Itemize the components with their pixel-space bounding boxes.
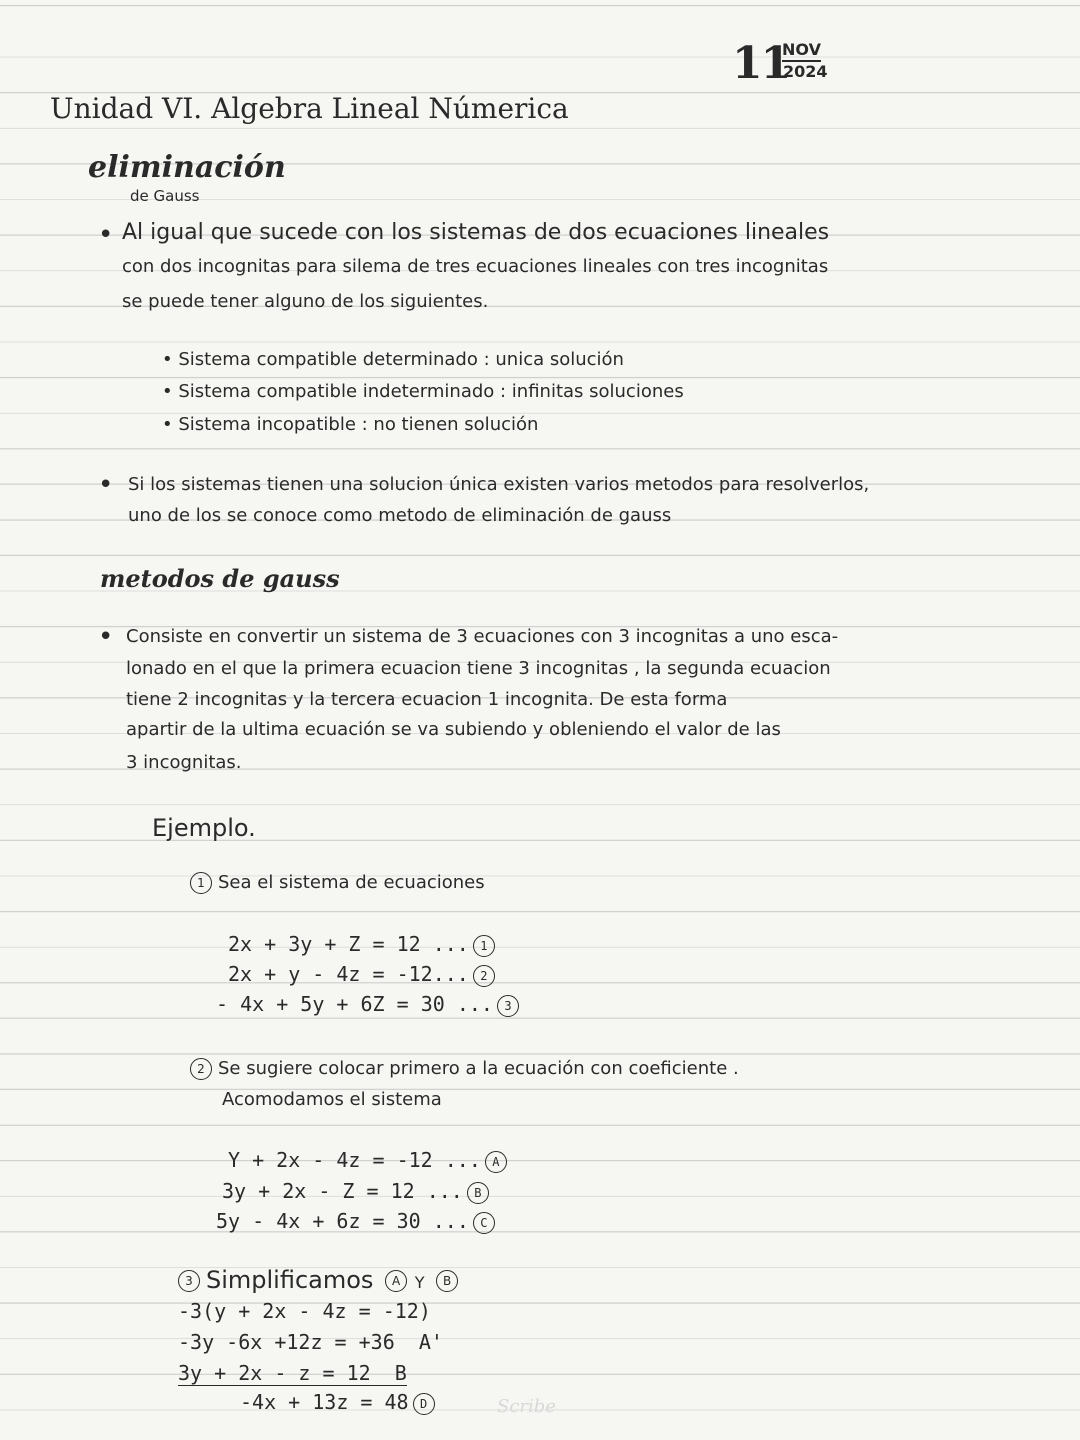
bullet-dot: • xyxy=(98,622,114,652)
equation-tag: B xyxy=(436,1270,458,1292)
list-item: • Sistema compatible determinado : unica solución xyxy=(162,349,624,370)
equation-tag: A xyxy=(485,1151,507,1173)
equation-tag: A xyxy=(385,1270,407,1292)
equation-row: Y + 2x - 4z = -12 ... A xyxy=(228,1148,507,1173)
equation-tag: D xyxy=(413,1393,435,1415)
list-item: • Sistema incopatible : no tienen solución xyxy=(162,414,539,435)
step-number-badge: 1 xyxy=(190,872,212,894)
step-3: 3 Simplificamos A Y B xyxy=(178,1266,458,1294)
equation-tag: 2 xyxy=(473,965,495,987)
section-subheading: de Gauss xyxy=(130,187,200,205)
equation-row: -3y -6x +12z = +36 A' xyxy=(178,1330,443,1354)
equation-row: 5y - 4x + 6z = 30 ... C xyxy=(216,1209,495,1234)
step-number-badge: 3 xyxy=(178,1270,200,1292)
bullet-dot: • xyxy=(98,470,114,500)
paragraph-line: Al igual que sucede con los sistemas de dos ecuaciones lineales xyxy=(122,220,830,245)
equation-row: 2x + y - 4z = -12... 2 xyxy=(228,962,495,987)
paragraph-line: apartir de la ultima ecuación se va subiendo y obleniendo el valor de las xyxy=(126,719,781,740)
date-day: 11 xyxy=(732,38,790,89)
equation-row: 3y + 2x - Z = 12 ... B xyxy=(222,1179,489,1204)
example-heading: Ejemplo. xyxy=(152,814,256,842)
date-month: NOV xyxy=(782,40,821,62)
equation-row: 2x + 3y + Z = 12 ... 1 xyxy=(228,932,495,957)
date-year: 2024 xyxy=(783,62,828,81)
equation-tag: C xyxy=(473,1212,495,1234)
step-2: 2 Se sugiere colocar primero a la ecuación con coeficiente . xyxy=(190,1058,739,1080)
paragraph-line: con dos incognitas para silema de tres ecuaciones lineales con tres incognitas xyxy=(122,256,829,277)
step-2-line2: Acomodamos el sistema xyxy=(222,1089,442,1110)
watermark: Scribe xyxy=(497,1396,556,1417)
paragraph-line: tiene 2 incognitas y la tercera ecuacion 1 incognita. De esta forma xyxy=(126,689,728,710)
step-1: 1 Sea el sistema de ecuaciones xyxy=(190,872,485,894)
step-number-badge: 2 xyxy=(190,1058,212,1080)
equation-row: -3(y + 2x - 4z = -12) xyxy=(178,1299,431,1323)
equation-tag: 3 xyxy=(497,995,519,1017)
page-title: Unidad VI. Algebra Lineal Númerica xyxy=(50,92,569,125)
section-heading-eliminacion: eliminación xyxy=(88,150,286,185)
bullet-dot: • xyxy=(98,220,114,250)
equation-row: -4x + 13z = 48 D xyxy=(240,1390,435,1415)
equation-tag: B xyxy=(467,1182,489,1204)
paragraph-line: 3 incognitas. xyxy=(126,752,242,773)
section-heading-metodos: metodos de gauss xyxy=(100,564,340,593)
paragraph-line: Consiste en convertir un sistema de 3 ecuaciones con 3 incognitas a uno esca- xyxy=(126,626,839,647)
paragraph-line: Si los sistemas tienen una solucion única existen varios metodos para resolverlos, xyxy=(128,474,870,495)
equation-tag: A' xyxy=(418,1330,443,1354)
paragraph-line: uno de los se conoce como metodo de eliminación de gauss xyxy=(128,505,672,526)
paragraph-line: lonado en el que la primera ecuacion tiene 3 incognitas , la segunda ecuacion xyxy=(126,658,831,679)
equation-row: - 4x + 5y + 6Z = 30 ... 3 xyxy=(216,992,519,1017)
equation-row: 3y + 2x - z = 12 B xyxy=(178,1361,407,1385)
equation-tag: 1 xyxy=(473,935,495,957)
equation-tag: B xyxy=(394,1361,407,1385)
paragraph-line: se puede tener alguno de los siguientes. xyxy=(122,291,489,312)
list-item: • Sistema compatible indeterminado : infinitas soluciones xyxy=(162,381,684,402)
